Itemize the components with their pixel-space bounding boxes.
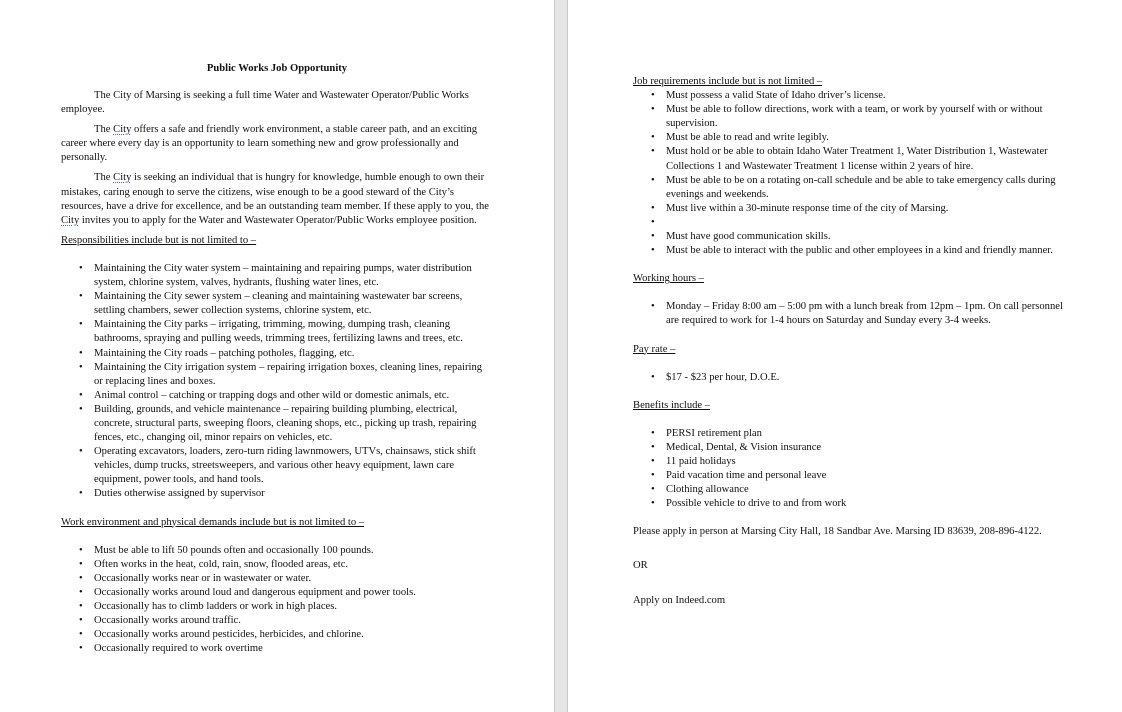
list-item: • Medical, Dental, & Vision insurance (666, 441, 1065, 455)
list-item: • Must possess a valid State of Idaho driver’s license. (666, 89, 1065, 103)
intro-paragraph-2 (61, 123, 493, 165)
spellcheck-word: City (113, 124, 132, 136)
list-item: • Maintaining the City parks – irrigating, trimming, mowing, dumping trash, cleaning bathrooms, spraying and pulling weeds, trimming trees, fertilizing lawns and trees, etc. (94, 318, 493, 346)
list-item: • Must be able to be on a rotating on-call schedule and be able to take emergency calls during evenings and weekends. (666, 174, 1065, 202)
list-item: • Occasionally works around traffic. (94, 614, 493, 628)
list-item: • Occasionally works around pesticides, herbicides, and chlorine. (94, 628, 493, 642)
spellcheck-word: City (61, 214, 80, 226)
work-environment-heading: Work environment and physical demands include but is not limited to – (61, 516, 365, 528)
list-item: • Operating excavators, loaders, zero-turn riding lawnmowers, UTVs, chainsaws, stick shift vehicles, dump trucks, streetsweepers, and various other heavy equipment, lawn care equipment, power tools, and hand tools. (94, 445, 493, 487)
spacer (633, 580, 1065, 594)
list-item: • Occasionally works around loud and dangerous equipment and power tools. (94, 586, 493, 600)
list-item: • Must be able to follow directions, work with a team, or work by yourself with or without supervision. (666, 103, 1065, 131)
spacer (633, 329, 1065, 343)
spacer (61, 502, 493, 516)
text-run: The (94, 172, 114, 184)
spacer (61, 530, 493, 544)
list-item: • Must have good communication skills. (666, 230, 1065, 244)
list-item: • 11 paid holidays (666, 455, 1065, 469)
list-item: • Often works in the heat, cold, rain, snow, flooded areas, etc. (94, 558, 493, 572)
list-item: • Building, grounds, and vehicle maintenance – repairing building plumbing, electrical, concrete, structural parts, sweeping floors, cleaning shops, etc., picking up trash, repairing fences, etc., changing oil, minor repairs on vehicles, etc. (94, 403, 493, 445)
benefits-heading: Benefits include – (633, 399, 711, 411)
or-text: OR (633, 560, 648, 572)
list-item: • Must live within a 30-minute response time of the city of Marsing. (666, 202, 1065, 216)
document-page-right (568, 0, 1122, 712)
job-requirements-heading: Job requirements include but is not limited – (633, 76, 823, 87)
list-item: • Must be able to read and write legibly. (666, 131, 1065, 145)
work-environment-list (61, 544, 493, 657)
working-hours-list (633, 300, 1065, 328)
intro-paragraph-1: The City of Marsing is seeking a full time Water and Wastewater Operator/Public Works employee. (61, 90, 469, 116)
text-run: is seeking an individual that is hungry for knowledge, humble enough to own their mistakes, caring enough to serve the citizens, wise enough to be a good steward of the City’s resources, have a drive for excellence, and be an outstanding team member. If these apply to you, the (61, 172, 490, 212)
spacer (61, 248, 493, 262)
list-item: • $17 - $23 per hour, D.O.E. (666, 371, 1065, 385)
list-item: • Must be able to lift 50 pounds often and occasionally 100 pounds. (94, 544, 493, 558)
spacer (633, 511, 1065, 525)
job-requirements-list (633, 89, 1065, 258)
list-item: • Paid vacation time and personal leave (666, 469, 1065, 483)
list-item: • Maintaining the City sewer system – cleaning and maintaining wastewater bar screens, settling chambers, sewer collection systems, chlorine system, etc. (94, 290, 493, 318)
intro-paragraph-3 (61, 171, 493, 227)
spacer (633, 286, 1065, 300)
responsibilities-heading: Responsibilities include but is not limited to – (61, 234, 257, 246)
pay-rate-heading: Pay rate – (633, 343, 676, 355)
pay-rate-list (633, 371, 1065, 385)
spacer (633, 545, 1065, 559)
list-item: • Maintaining the City irrigation system – repairing irrigation boxes, cleaning lines, repairing or replacing lines and boxes. (94, 361, 493, 389)
list-item: • Must hold or be able to obtain Idaho Water Treatment 1, Water Distribution 1, Wastewater Collections 1 and Wastewater Treatment 1 license within 2 years of hire. (666, 145, 1065, 173)
list-item-empty (666, 216, 1065, 230)
responsibilities-list (61, 262, 493, 502)
document-page-left (0, 0, 554, 712)
list-item: • Occasionally has to climb ladders or work in high places. (94, 600, 493, 614)
spacer (633, 413, 1065, 427)
list-item: • PERSI retirement plan (666, 427, 1065, 441)
list-item: • Monday – Friday 8:00 am – 5:00 pm with a lunch break from 12pm – 1pm. On call personnel are required to work for 1-4 hours on Saturday and Sunday every 3-4 weeks. (666, 300, 1065, 328)
list-item: • Duties otherwise assigned by supervisor (94, 487, 493, 501)
working-hours-heading: Working hours – (633, 273, 704, 285)
list-item: • Clothing allowance (666, 483, 1065, 497)
indeed-text: Apply on Indeed.com (633, 594, 726, 606)
benefits-list (633, 427, 1065, 512)
spacer (633, 258, 1065, 272)
spacer (633, 385, 1065, 399)
text-run: offers a safe and friendly work environment, a stable career path, and an exciting career where every day is an opportunity to learn something new and grow professionally and personally. (61, 124, 478, 164)
list-item: • Possible vehicle to drive to and from work (666, 497, 1065, 511)
page-content (61, 62, 493, 656)
page-content (633, 75, 1065, 614)
text-run: The (94, 124, 114, 136)
page-gutter (554, 0, 568, 712)
list-item: • Maintaining the City water system – maintaining and repairing pumps, water distribution system, chlorine system, valves, hydrants, flushing water lines, etc. (94, 262, 493, 290)
list-item: • Must be able to interact with the public and other employees in a kind and friendly manner. (666, 244, 1065, 258)
apply-instructions: Please apply in person at Marsing City Hall, 18 Sandbar Ave. Marsing ID 83639, 208-896-4122. (633, 526, 1042, 538)
list-item: • Maintaining the City roads – patching potholes, flagging, etc. (94, 347, 493, 361)
document-title: Public Works Job Opportunity (206, 63, 348, 74)
spellcheck-word: City (113, 172, 132, 184)
list-item: • Occasionally required to work overtime (94, 642, 493, 656)
text-run: invites you to apply for the Water and Wastewater Operator/Public Works employee position. (79, 214, 477, 226)
spacer (633, 357, 1065, 371)
list-item: • Occasionally works near or in wastewater or water. (94, 572, 493, 586)
list-item: • Animal control – catching or trapping dogs and other wild or domestic animals, etc. (94, 389, 493, 403)
